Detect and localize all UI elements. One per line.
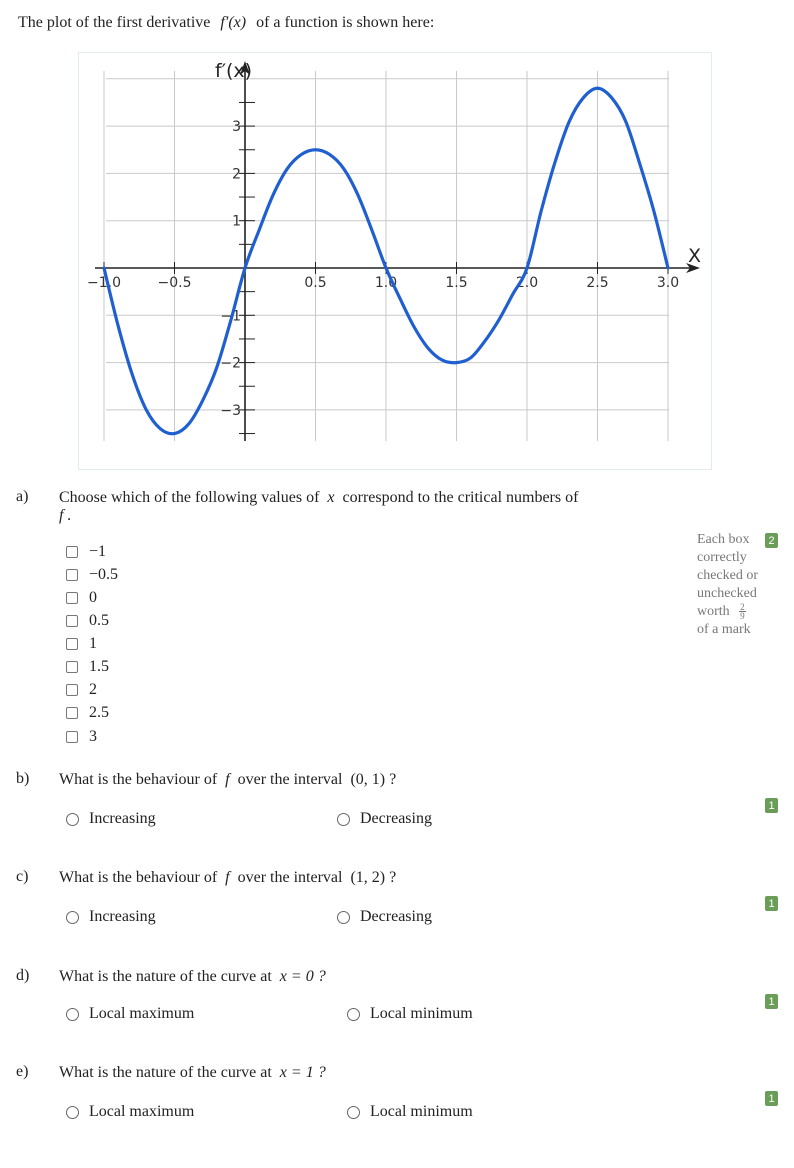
checkbox-label: −1 — [89, 543, 107, 560]
part-a-q-var: x — [327, 489, 335, 506]
part-c-q-interval: (1, 2) ? — [350, 869, 397, 886]
x-tick-label: 3.0 — [656, 275, 680, 291]
part-c-increasing-radio[interactable] — [66, 907, 156, 927]
intro-after: of a function is shown here: — [256, 14, 435, 31]
derivative-chart-svg — [79, 53, 711, 469]
checkbox-label: 2.5 — [89, 704, 109, 721]
marks-badge-c: 1 — [765, 896, 778, 911]
radio-label: Increasing — [89, 810, 156, 827]
critical-option-4[interactable] — [66, 635, 97, 653]
part-b-decreasing-radio[interactable] — [337, 809, 432, 829]
part-b-q-after: over the interval — [237, 771, 343, 788]
part-d-q-before: What is the nature of the curve at — [59, 968, 272, 985]
part-c-q-before: What is the behaviour of — [59, 869, 218, 886]
radio-circle[interactable] — [337, 813, 350, 826]
x-tick-label: 1.0 — [374, 275, 398, 291]
part-c-letter: c) — [16, 868, 29, 885]
checkbox-label: 1 — [89, 635, 97, 652]
checkbox[interactable] — [66, 592, 78, 604]
mark-note-text-2: of a mark — [697, 622, 751, 637]
y-tick-label: −1 — [220, 308, 241, 325]
marks-badge-b: 1 — [765, 798, 778, 813]
mark-note — [697, 531, 767, 639]
critical-option-6[interactable] — [66, 681, 97, 699]
part-c-decreasing-radio[interactable] — [337, 907, 432, 927]
mark-frac-den: 9 — [740, 611, 745, 622]
part-a-q-text1: Choose which of the following values of — [59, 489, 320, 506]
part-d-q-var: x = 0 ? — [279, 968, 326, 985]
radio-label: Increasing — [89, 908, 156, 925]
part-e-local-min-radio[interactable] — [347, 1102, 473, 1122]
radio-circle[interactable] — [66, 813, 79, 826]
part-e-question — [59, 1064, 326, 1082]
part-c-q-f: f — [225, 869, 230, 886]
x-tick-label: 2.5 — [586, 275, 609, 291]
mark-fraction — [739, 603, 746, 620]
part-c-q-after: over the interval — [237, 869, 343, 886]
critical-option-7[interactable] — [66, 704, 109, 722]
radio-circle[interactable] — [66, 1008, 79, 1021]
checkbox-label: 2 — [89, 681, 97, 698]
critical-option-5[interactable] — [66, 658, 109, 676]
part-e-local-max-radio[interactable] — [66, 1102, 194, 1122]
intro-text — [18, 14, 434, 32]
checkbox[interactable] — [66, 569, 78, 581]
checkbox[interactable] — [66, 615, 78, 627]
intro-before: The plot of the first derivative — [18, 14, 211, 31]
part-b-question — [59, 771, 396, 789]
checkbox-label: −0.5 — [89, 566, 119, 583]
y-tick-label: 1 — [232, 213, 241, 230]
part-e-q-before: What is the nature of the curve at — [59, 1064, 272, 1081]
checkbox-label: 3 — [89, 728, 97, 745]
part-a-question — [59, 489, 578, 525]
radio-label: Local minimum — [370, 1103, 473, 1120]
checkbox-label: 0.5 — [89, 612, 109, 629]
critical-option-1[interactable] — [66, 566, 118, 584]
radio-label: Decreasing — [360, 908, 432, 925]
part-b-q-interval: (0, 1) ? — [350, 771, 397, 788]
part-b-letter: b) — [16, 770, 30, 787]
part-e-letter: e) — [16, 1063, 29, 1080]
mark-note-text: Each box correctly checked or unchecked worth — [697, 532, 759, 619]
part-a-q-text2: correspond to the critical numbers of — [342, 489, 579, 506]
part-d-letter: d) — [16, 967, 30, 984]
checkbox[interactable] — [66, 684, 78, 696]
radio-circle[interactable] — [347, 1008, 360, 1021]
x-tick-label: 2.0 — [515, 275, 539, 291]
part-b-q-before: What is the behaviour of — [59, 771, 218, 788]
checkbox[interactable] — [66, 546, 78, 558]
checkbox-label: 0 — [89, 589, 97, 606]
part-b-increasing-radio[interactable] — [66, 809, 156, 829]
y-tick-label: 2 — [232, 166, 241, 183]
critical-option-8[interactable] — [66, 728, 97, 746]
radio-label: Local minimum — [370, 1005, 473, 1022]
x-tick-label: 0.5 — [304, 275, 327, 291]
checkbox[interactable] — [66, 638, 78, 650]
y-tick-label: −3 — [220, 402, 241, 419]
x-tick-label: 1.5 — [445, 275, 468, 291]
marks-badge-a: 2 — [765, 533, 778, 548]
part-e-q-var: x = 1 ? — [279, 1064, 326, 1081]
part-d-question — [59, 968, 326, 986]
critical-option-3[interactable] — [66, 612, 109, 630]
mark-frac-num: 2 — [740, 602, 745, 613]
x-axis-label: X — [688, 245, 702, 267]
critical-option-2[interactable] — [66, 589, 97, 607]
x-tick-label: −1.0 — [87, 275, 121, 291]
radio-circle[interactable] — [66, 911, 79, 924]
derivative-graph — [78, 52, 712, 470]
part-d-local-min-radio[interactable] — [347, 1004, 473, 1024]
radio-label: Local maximum — [89, 1103, 195, 1120]
critical-option-0[interactable] — [66, 543, 106, 561]
y-axis-label: f′(x) — [215, 60, 253, 82]
checkbox[interactable] — [66, 731, 78, 743]
part-b-q-f: f — [225, 771, 230, 788]
checkbox[interactable] — [66, 707, 78, 719]
part-a-letter: a) — [16, 488, 29, 505]
marks-badge-e: 1 — [765, 1091, 778, 1106]
y-tick-label: 3 — [232, 119, 241, 136]
y-tick-label: −2 — [220, 355, 241, 372]
radio-circle[interactable] — [337, 911, 350, 924]
marks-badge-d: 1 — [765, 994, 778, 1009]
checkbox[interactable] — [66, 661, 78, 673]
radio-circle[interactable] — [347, 1106, 360, 1119]
part-d-local-max-radio[interactable] — [66, 1004, 194, 1024]
part-a-q-f: f . — [59, 507, 72, 524]
radio-circle[interactable] — [66, 1106, 79, 1119]
intro-func: f′(x) — [220, 14, 247, 31]
radio-label: Local maximum — [89, 1005, 195, 1022]
radio-label: Decreasing — [360, 810, 432, 827]
part-c-question — [59, 869, 396, 887]
checkbox-label: 1.5 — [89, 658, 109, 675]
x-tick-label: −0.5 — [157, 275, 192, 291]
